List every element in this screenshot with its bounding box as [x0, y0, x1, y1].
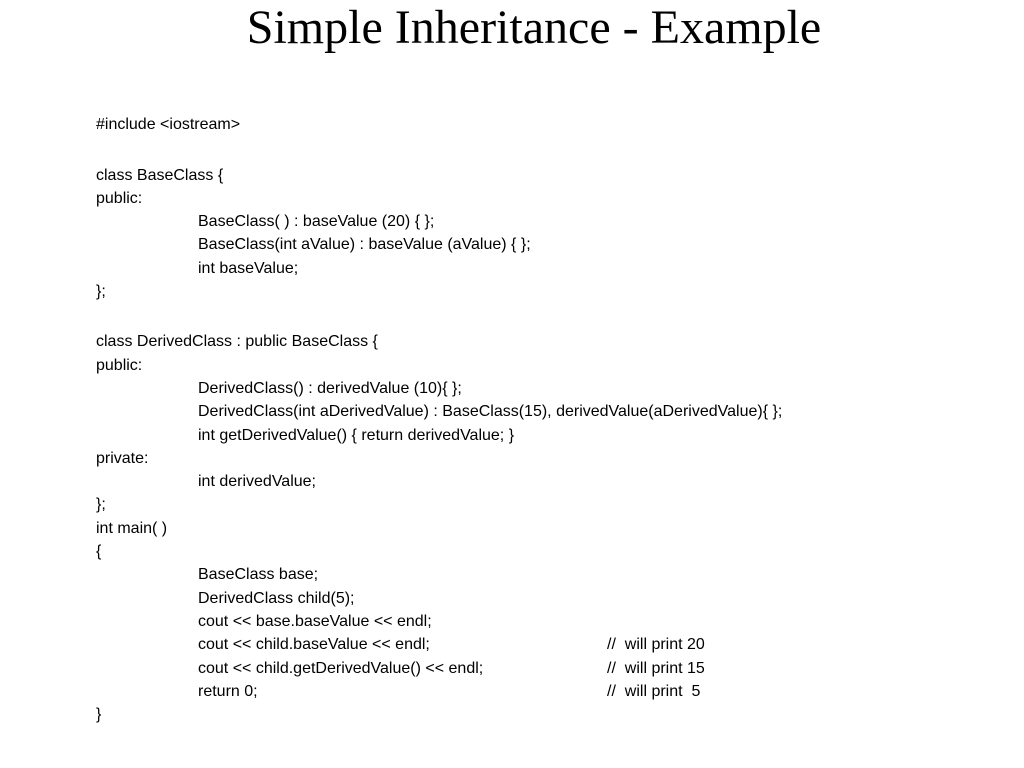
- code-line-main-return: [96, 657, 258, 700]
- code-line-derived-member: [96, 447, 316, 491]
- code-text: };: [96, 283, 106, 301]
- code-text: DerivedClass(int aDerivedValue) : BaseClass(15), derivedValue(aDerivedValue){ };: [198, 403, 783, 421]
- code-text: {: [96, 543, 102, 561]
- code-comment: // will print 20: [607, 636, 705, 654]
- code-line-derived-public: [96, 330, 143, 374]
- slide-title: Simple Inheritance - Example: [246, 1, 822, 54]
- code-comment: // will print 5: [607, 682, 701, 700]
- code-line-main-open: [96, 517, 123, 561]
- code-line-main-decl-base: [96, 540, 319, 584]
- code-text: };: [96, 496, 106, 514]
- code-text: int baseValue;: [198, 259, 299, 277]
- code-text: return 0;: [198, 682, 258, 700]
- code-text: cout << child.baseValue << endl;: [198, 636, 430, 654]
- code-text: class BaseClass {: [96, 166, 224, 184]
- code-text: #include <iostream>: [96, 116, 241, 134]
- code-line-derived-ctor-default: [96, 354, 462, 397]
- code-text: cout << base.baseValue << endl;: [198, 612, 432, 630]
- code-text: private:: [96, 449, 149, 467]
- code-text: DerivedClass child(5);: [198, 589, 355, 607]
- code-line-base-member: [96, 233, 299, 277]
- code-line-base-public: [96, 164, 143, 207]
- code-text: int main( ): [96, 519, 168, 537]
- code-line-derived-private: [96, 424, 149, 467]
- code-text: }: [96, 706, 102, 724]
- code-line-main-signature: [96, 493, 168, 537]
- code-text: int getDerivedValue() { return derivedValue; }: [198, 426, 515, 444]
- code-text: BaseClass(int aValue) : baseValue (aValue) { };: [198, 236, 531, 254]
- code-text: DerivedClass() : derivedValue (10){ };: [198, 379, 462, 397]
- code-line-base-class-header: [96, 140, 224, 184]
- code-comment: // will print 15: [607, 659, 705, 677]
- code-text: class DerivedClass : public BaseClass {: [96, 333, 378, 351]
- code-listing: [96, 90, 783, 724]
- code-text: int derivedValue;: [198, 473, 316, 491]
- code-text: cout << child.getDerivedValue() << endl;: [198, 659, 484, 677]
- code-line-include: [96, 90, 241, 134]
- code-line-derived-class-header: [96, 307, 378, 351]
- code-line-main-close: [96, 680, 123, 724]
- code-text: public:: [96, 356, 143, 374]
- code-line-base-ctor-default: [96, 187, 435, 231]
- code-text: BaseClass( ) : baseValue (20) { };: [198, 213, 435, 231]
- code-line-derived-close: [96, 470, 123, 514]
- code-text: public:: [96, 189, 143, 207]
- code-text: BaseClass base;: [198, 566, 319, 584]
- code-line-base-close: [96, 257, 123, 301]
